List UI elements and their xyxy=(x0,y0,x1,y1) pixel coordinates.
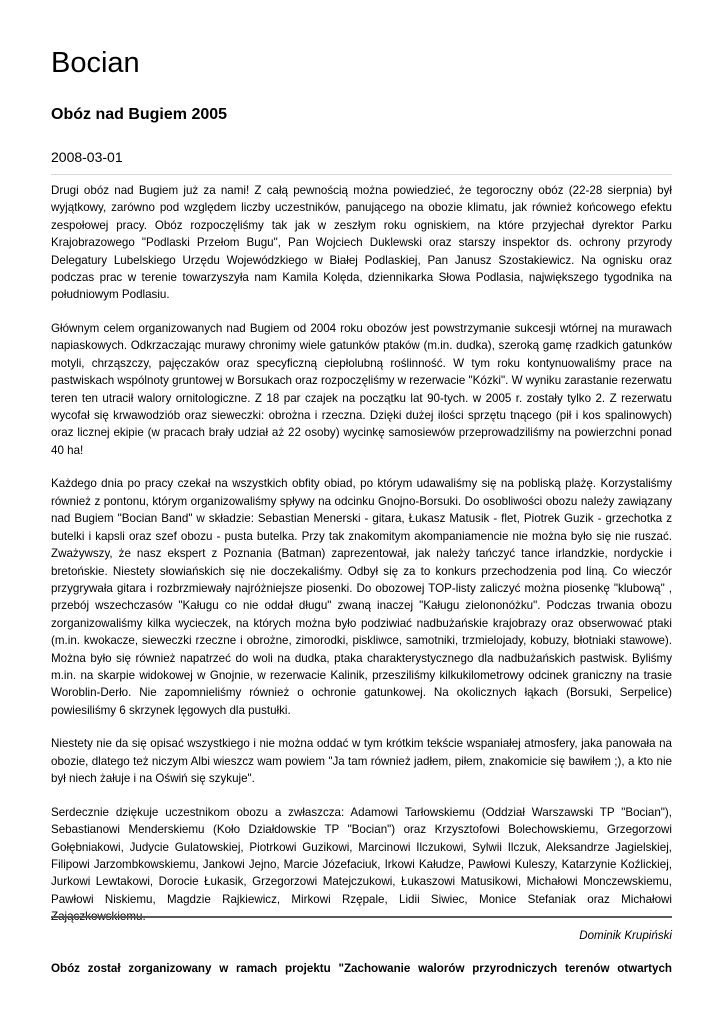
article-title: Obóz nad Bugiem 2005 xyxy=(51,106,228,123)
article-paragraph: Serdecznie dziękuje uczestnikom obozu a zwłaszcza: Adamowi Tarłowskiemu (Oddział Warszawski TP "Bocian"), Sebastianowi Menderskiemu (Koło Działdowskie TP "Bocian") oraz Krzysztofowi Bolechowskiemu, Grzegorzowi Gołębniakowi, Judycie Gulatowskiej, Piotrkowi Guzikowi, Marcinowi Ilczukowi, Sylwii Ilczuk, Aleksandrze Jagielskiej, Filipowi Jarzombkowskiemu, Jankowi Jejno, Marcie Józefaciuk, Irkowi Kałudze, Pawłowi Kuleszy, Katarzynie Koźlickiej, Jurkowi Lewtakowi, Dorocie Łukasik, Grzegorzowi Matejczukowi, Łukaszowi Matusikowi, Michałowi Monczewskiemu, Pawłowi Niskiemu, Magdzie Rajkiewicz, Mirkowi Rzępale, Lidii Siwiec, Monice Stefaniak oraz Michałowi Zajączkowskiemu. xyxy=(51,805,672,924)
article-date: 2008-03-01 xyxy=(51,149,123,165)
date-divider xyxy=(51,174,672,175)
article-paragraph: Niestety nie da się opisać wszystkiego i nie można oddać w tym krótkim tekście wspaniałej atmosfery, jaka panowała na obozie, dlatego też niczym Albi wieszcz wam powiem "Ja tam również jadłem, piłem, znakomicie się bawiłem ;), a kto nie był niech żałuje i na Oświń się szykuje". xyxy=(51,737,672,786)
article-paragraph: Drugi obóz nad Bugiem już za nami! Z całą pewnością można powiedzieć, że tegoroczny obóz (22-28 sierpnia) był wyjątkowy, zarówno pod względem liczby uczestników, panującego na obozie klimatu, jak również końcowego efektu zespołowej pracy. Obóz rozpoczęliśmy tak jak w zeszłym roku ogniskiem, na które przyjechał dyrektor Parku Krajobrazowego "Podlaski Przełom Bugu", Pan Wojciech Duklewski oraz starszy inspektor ds. ochrony przyrody Delegatury Lubelskiego Urzędu Wojewódzkiego w Białej Podlaskiej, Pan Janusz Szostakiewicz. Na ognisku oraz podczas prac w terenie towarzyszyła nam Kamila Kolęda, dziennikarka Słowa Podlasia, największego tygodnika na południowym Podlasiu. xyxy=(51,184,672,302)
article-paragraph: Głównym celem organizowanych nad Bugiem od 2004 roku obozów jest powstrzymanie sukcesji wtórnej na murawach napiaskowych. Odkrzaczając murawy chronimy wiele gatunków ptaków (m.in. dudka), szeroką gamę rzadkich gatunków motyli, chrząszczy, pajęczaków oraz specyficzną ciepłolubną roślinność. W tym roku kontynuowaliśmy prace na pastwiskach wspólnoty gruntowej w Borsukach oraz rozpoczęliśmy w rezerwacie "Kózki". W wyniku zarastanie rezerwatu teren ten utracił walory ornitologiczne. Z 18 par czajek na początku lat 90-tych. w 2005 r. zostały tylko 2. Z rezerwatu wycofał się krwawodziób oraz sieweczki: obrożna i rzeczna. Dzięki dużej ilości sprzętu tnącego (pił i kos spalinowych) oraz licznej ekipie (w pracach brały udział aż 22 osoby) wycinkę samosiewów przeprowadziliśmy na powierzchni ponad 40 ha! xyxy=(51,322,673,457)
project-note: Obóz został zorganizowany w ramach projektu "Zachowanie walorów przyrodniczych terenów otwartych xyxy=(51,962,672,975)
article-body xyxy=(51,182,672,942)
article-author: Dominik Krupiński xyxy=(579,929,672,942)
footer-divider xyxy=(51,916,672,918)
article-paragraph: Każdego dnia po pracy czekał na wszystkich obfity obiad, po którym udawaliśmy się na pobliską plażę. Korzystaliśmy również z pontonu, którym organizowaliśmy spływy na odcinku Gnojno-Borsuki. Do osobliwości obozu należy zawiązany nad Bugiem "Bocian Band" w składzie: Sebastian Menerski - gitara, Łukasz Matusik - flet, Piotrek Guzik - grzechotka z butelki i kapsli oraz szef obozu - pusta butelka. Przy tak znakomitym akompaniamencie nie można było się nie ruszać. Zważywszy, że nasz ekspert z Poznania (Batman) zaprezentował, jak należy tańczyć tance irlandzkie, nordyckie i bretońskie. Niestety słowiańskich się nie doczekaliśmy. Odbył się za to konkurs przechodzenia pod liną. Co wieczór przygrywała gitara i rozbrzmiewały najróżniejsze piosenki. Do obozowej TOP-listy zaliczyć można piosenkę "klubową" , przebój wszechczasów "Kaługu co nie oddał długu" zwaną inaczej "Kaługu zielononóżku". Podczas trwania obozu zorganizowaliśmy kilka wycieczek, na których można było podziwiać nadbużańskie krajobrazy oraz obserwować ptaki (m.in. kwokacze, sieweczki rzeczne i obrożne, zimorodki, piskliwce, samotniki, trzmielojady, kobuzy, błotniaki stawowe). Można było się również napatrzeć do woli na dudka, ptaka charakterystycznego dla nadbużańskich pastwisk. Byliśmy m.in. na skarpie widokowej w Gnojnie, w rezerwacie Kalinik, przesziliśmy kilkukilometrowy odcinek graniczny na trasie Woroblin-Derło. Nie zapomnieliśmy również o ochronie gatunkowej. Na okolicznych łąkach (Borsuki, Serpelice) powiesiliśmy 6 skrzynek lęgowych dla pustułki. xyxy=(51,477,672,717)
site-title: Bocian xyxy=(51,47,140,79)
